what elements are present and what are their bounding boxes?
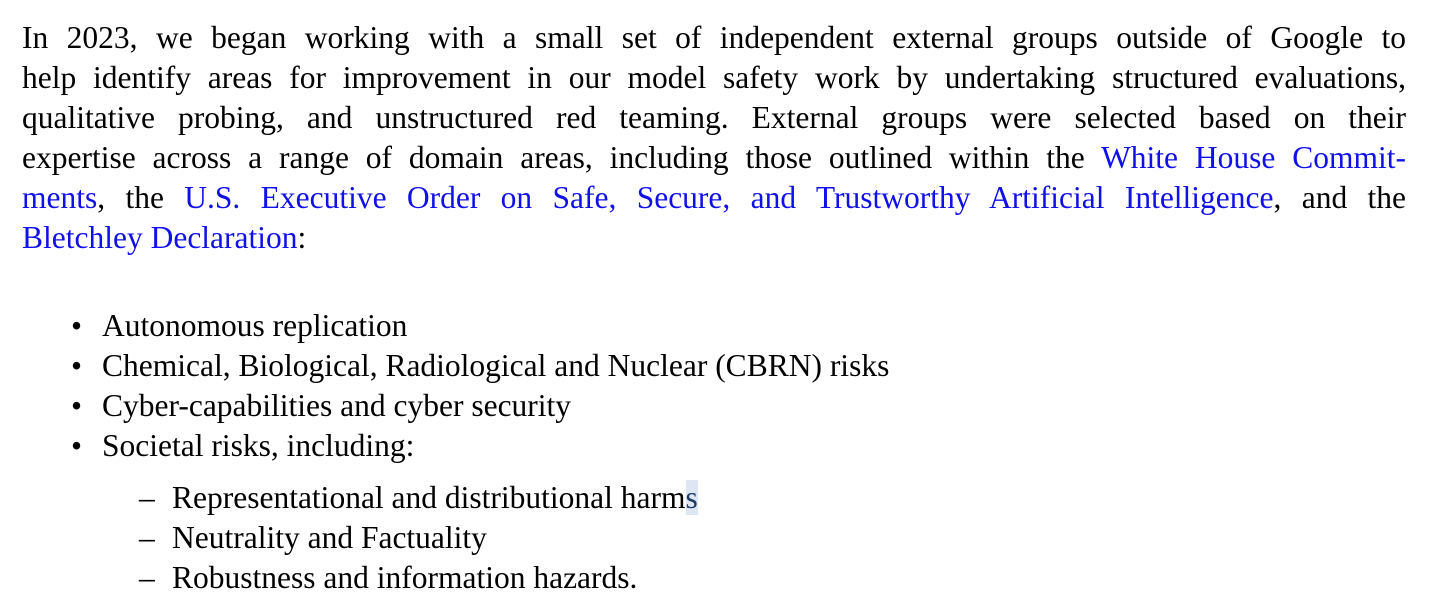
sub-list-item	[22, 518, 698, 558]
text-selection-highlight[interactable]: s	[685, 480, 698, 515]
list-item-text: Societal risks, including:	[102, 428, 415, 463]
risk-areas-list	[22, 306, 889, 466]
list-item	[22, 346, 889, 386]
list-item	[22, 386, 889, 426]
dash-icon: –	[139, 560, 155, 595]
paragraph-line-2: help identify areas for improvement in our model safety work by undertaking structured evaluations,	[22, 60, 1406, 95]
dash-icon: –	[139, 520, 155, 555]
paragraph-line-5-mid: , the	[97, 180, 185, 215]
sub-list-item-text: Representational and distributional harm	[172, 480, 686, 515]
sub-list-item-text: Robustness and information hazards.	[172, 560, 638, 595]
dash-icon: –	[139, 480, 155, 515]
bullet-icon: •	[71, 308, 83, 343]
intro-paragraph	[22, 18, 1406, 258]
document-body	[22, 18, 1407, 595]
paragraph-line-4	[22, 138, 1406, 178]
list-item	[22, 426, 889, 466]
list-item-text: Cyber-capabilities and cyber security	[102, 388, 572, 423]
white-house-commitments-link[interactable]: White House Commit-	[1101, 140, 1406, 175]
paragraph-line-5	[22, 178, 1406, 218]
societal-risks-sublist	[22, 478, 698, 598]
paragraph-line-5-end: , and the	[1273, 180, 1407, 215]
sub-list-item-text: Neutrality and Factuality	[172, 520, 487, 555]
bullet-icon: •	[71, 348, 83, 383]
bletchley-declaration-link[interactable]: Bletchley Declaration	[22, 220, 298, 255]
white-house-commitments-link-cont[interactable]: ments	[22, 180, 98, 215]
paragraph-line-1: In 2023, we began working with a small set of independent external groups outside of Google to	[22, 20, 1406, 55]
list-item-text: Autonomous replication	[102, 308, 408, 343]
paragraph-line-3: qualitative probing, and unstructured red teaming. External groups were selected based on their	[22, 100, 1406, 135]
sub-list-item	[22, 478, 698, 518]
paragraph-line-6	[22, 218, 1406, 258]
list-item	[22, 306, 889, 346]
list-item-text: Chemical, Biological, Radiological and Nuclear (CBRN) risks	[102, 348, 890, 383]
paragraph-line-4-text: expertise across a range of domain areas, including those outlined within the	[22, 140, 1102, 175]
executive-order-link[interactable]: U.S. Executive Order on Safe, Secure, and Trustworthy Artificial Intelligence	[184, 180, 1274, 215]
paragraph-line-6-end: :	[297, 220, 307, 255]
sub-list-item	[22, 558, 698, 598]
bullet-icon: •	[71, 428, 83, 463]
bullet-icon: •	[71, 388, 83, 423]
